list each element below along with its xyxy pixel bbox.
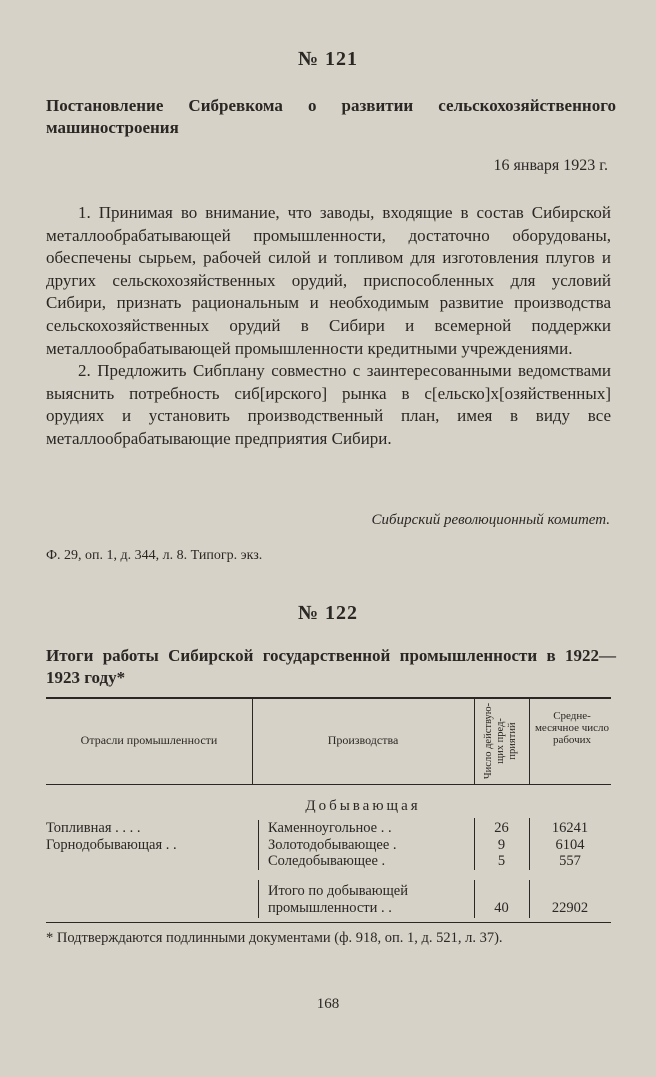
- doc122-number: № 122: [297, 602, 359, 624]
- row-count-1: 26: [494, 820, 509, 836]
- table-bottom-rule: [46, 922, 611, 923]
- doc121-signature: Сибирский революционный комитет.: [371, 512, 610, 528]
- doc122-footnote: * Подтверждаются подлинными документами (ф. 918, оп. 1, д. 521, л. 37).: [46, 930, 503, 946]
- doc121-source: Ф. 29, оп. 1, д. 344, л. 8. Типогр. экз.: [46, 548, 263, 563]
- doc121-title: Постановление Сибревкома о развитии сельскохозяйственного машиностроения: [46, 96, 616, 137]
- total-divider-1: [258, 880, 259, 918]
- row-production-2: Золотодобывающее .: [268, 837, 397, 853]
- doc121-date: 16 января 1923 г.: [493, 157, 608, 174]
- row-count-2: 9: [497, 837, 506, 853]
- header-workers: Средне-месячное число рабочих: [534, 710, 610, 746]
- header-production: Производства: [327, 733, 399, 747]
- doc121-paragraph-1: 1. Принимая во внимание, что заводы, входящие в состав Сибирской металлообрабатывающей промышленности, достаточно оборудованы, обеспечены сырьем, рабочей силой и топливом для изготовления плугов и других сельскохозяйственных орудий, приспособленных для условий Сибири, признать рациональным и необходимым развитие производства сельскохозяйственных орудий в Сибири и всемерной поддержки металлообрабатывающей промышленности кредитными учреждениями.: [46, 203, 611, 358]
- body-divider-1: [258, 820, 259, 870]
- header-count: Число действую-щих пред-приятий: [483, 702, 518, 780]
- header-divider-2: [474, 699, 475, 784]
- total-label-line2: промышленности . .: [268, 900, 392, 916]
- doc121-number: № 121: [297, 48, 359, 70]
- total-count: 40: [494, 900, 509, 916]
- total-label-line1: Итого по добывающей: [268, 883, 408, 899]
- row-workers-3: 557: [559, 853, 581, 869]
- table-top-rule: [46, 697, 611, 699]
- header-divider-3: [529, 699, 530, 784]
- row-workers-2: 6104: [555, 837, 585, 853]
- branch-fuel: Топливная . . . .: [46, 820, 141, 836]
- row-count-3: 5: [497, 853, 506, 869]
- doc122-title: Итоги работы Сибирской государственной промышленности в 1922—1923 году*: [46, 646, 616, 687]
- total-workers: 22902: [551, 900, 589, 916]
- header-branch: Отрасли промышленности: [80, 733, 218, 747]
- section-label: Добывающая: [305, 798, 421, 814]
- row-production-1: Каменноугольное . .: [268, 820, 392, 836]
- page-number: 168: [316, 996, 340, 1012]
- branch-mining: Горнодобывающая . .: [46, 837, 177, 853]
- doc121-paragraph-2: 2. Предложить Сибплану совместно с заинтересованными ведомствами выяснить потребность сиб[ирского] рынка в с[ельско]х[озяйственных] орудиях и установить производственный план, имея в виду все металлообрабатывающие предприятия Сибири.: [46, 361, 611, 448]
- table-header-rule: [46, 784, 611, 785]
- row-workers-1: 16241: [551, 820, 589, 836]
- row-production-3: Соледобывающее .: [268, 853, 386, 869]
